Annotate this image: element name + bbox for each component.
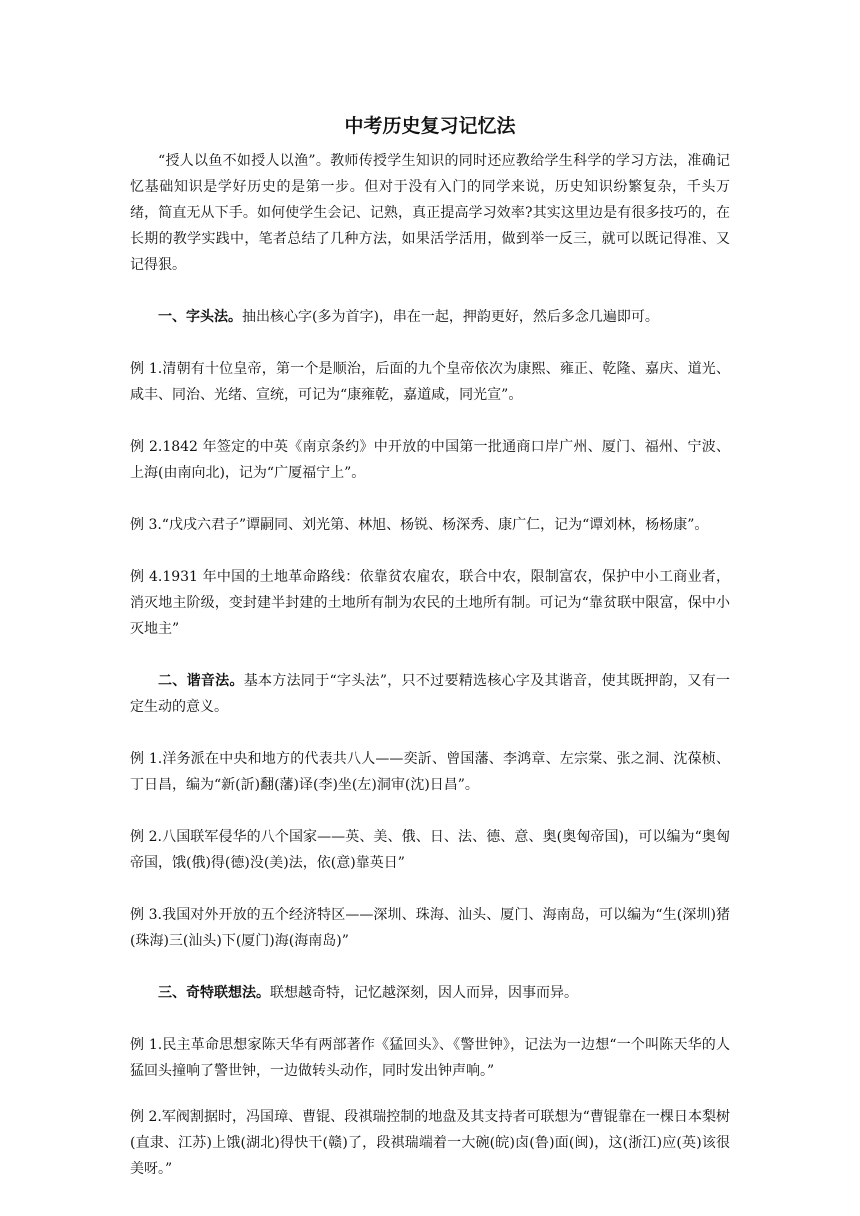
section-1-paragraph (130, 304, 730, 330)
example-paragraph: 例 1.民主革命思想家陈天华有两部著作《猛回头》、《警世钟》，记法为一边想“一个叫陈天华的人猛回头撞响了警世钟，一边做转头动作，同时发出钟声响。” (130, 1037, 730, 1079)
section-1-heading: 一、字头法。 (158, 309, 242, 325)
document-page (130, 112, 730, 1182)
example-paragraph: 例 1.洋务派在中央和地方的代表共八人——奕訢、曾国藩、李鸿章、左宗棠、张之洞、沈葆桢、丁日昌，编为“新(訢)翻(藩)译(李)坐(左)洞审(沈)日昌”。 (130, 751, 730, 793)
section-3-heading: 三、奇特联想法。 (158, 985, 270, 1001)
document-title: 中考历史复习记忆法 (344, 115, 516, 137)
example-paragraph: 例 4.1931 年中国的土地革命路线：依靠贫农雇农，联合中农，限制富农，保护中小工商业者，消灭地主阶级，变封建半封建的土地所有制为农民的土地所有制。可记为“靠贫联中限富，保中小灭地主” (130, 569, 730, 637)
section-3-desc: 联想越奇特，记忆越深刻，因人而异，因事而异。 (270, 985, 578, 1001)
example-paragraph: 例 3.“戊戌六君子”谭嗣同、刘光第、林旭、杨锐、杨深秀、康广仁，记为“谭刘林，杨杨康”。 (130, 517, 709, 533)
example-paragraph: 例 2.八国联军侵华的八个国家——英、美、俄、日、法、德、意、奥(奥匈帝国)，可以编为“奥匈帝国，饿(俄)得(德)没(美)法，依(意)靠英日” (130, 829, 730, 871)
section-2-desc: 基本方法同于“字头法”，只不过要精选核心字及其谐音，使其既押韵，又有一定生动的意义。 (130, 673, 731, 715)
example-paragraph: 例 1.清朝有十位皇帝，第一个是顺治，后面的九个皇帝依次为康熙、雍正、乾隆、嘉庆、道光、咸丰、同治、光绪、宣统，可记为“康雍乾，嘉道咸，同光宣”。 (130, 361, 730, 403)
section-3-paragraph (130, 980, 730, 1006)
intro-paragraph: “授人以鱼不如授人以渔”。教师传授学生知识的同时还应教给学生科学的学习方法，准确记忆基础知识是学好历史的是第一步。但对于没有入门的同学来说，历史知识纷繁复杂，千头万绪，简直无从下手。如何使学生会记、记熟，真正提高学习效率?其实这里边是有很多技巧的，在长期的教学实践中，笔者总结了几种方法，如果活学活用，做到举一反三，就可以既记得准、又记得狠。 (130, 153, 730, 273)
section-2-heading: 二、谐音法。 (158, 673, 244, 689)
example-paragraph: 例 3.我国对外开放的五个经济特区——深圳、珠海、汕头、厦门、海南岛，可以编为“生(深圳)猪(珠海)三(汕头)下(厦门)海(海南岛)” (130, 907, 730, 949)
section-1-desc: 抽出核心字(多为首字)，串在一起，押韵更好，然后多念几遍即可。 (242, 309, 659, 325)
example-paragraph: 例 2.军阀割据时，冯国璋、曹锟、段祺瑞控制的地盘及其支持者可联想为“曹锟靠在一棵日本梨树(直隶、江苏)上饿(湖北)得快干(赣)了，段祺瑞端着一大碗(皖)卤(鲁)面(闽)，这(浙江)应(英)该很美呀。” (130, 1109, 730, 1177)
section-2-paragraph (130, 668, 730, 720)
example-paragraph: 例 2.1842 年签定的中英《南京条约》中开放的中国第一批通商口岸广州、厦门、福州、宁波、上海(由南向北)，记为“广厦福宁上”。 (130, 439, 730, 481)
